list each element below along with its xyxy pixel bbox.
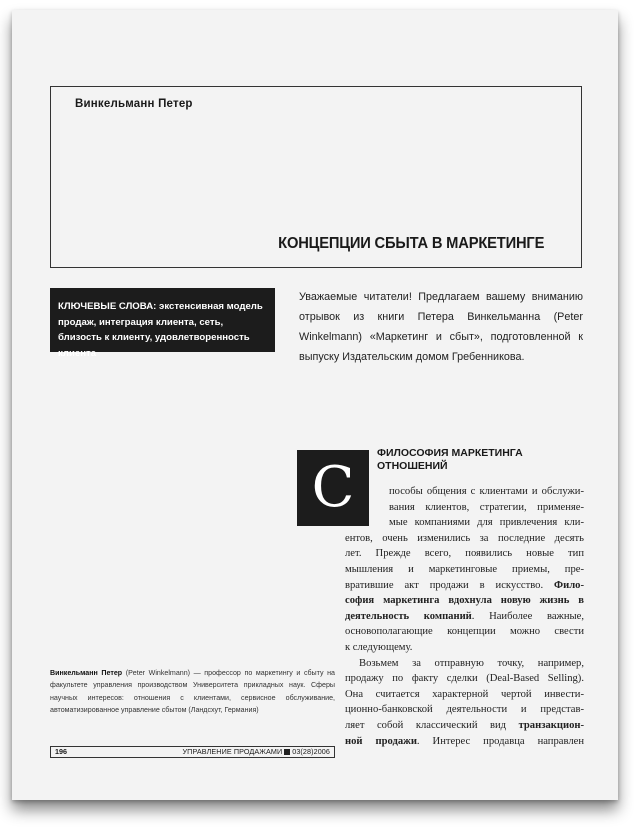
- body-line: [345, 578, 584, 594]
- page-footer: [50, 746, 335, 758]
- article-title: КОНЦЕПЦИИ СБЫТА В МАРКЕТИНГЕ: [277, 235, 544, 252]
- body-bold-fragment: ной продажи: [345, 735, 417, 747]
- body-line: мые компаниями для привлечения кли-: [389, 517, 584, 529]
- body-bold-fragment: Фило-: [554, 579, 584, 591]
- section-title-line-1: ФИЛОСОФИЯ МАРКЕТИНГА: [377, 447, 523, 459]
- body-line: ционно-банковской деятельности и представ-: [345, 704, 584, 716]
- bio-text: (Peter Winkelmann) — профессор по маркетингу и сбыту на факультете управления производством Университета прикладных наук. Сферы научных интересов: отношения с клиентами, сервисное обслуживание, автоматизированное управление сбытом (Ландсхут, Германия): [50, 669, 335, 715]
- body-line: к следующему.: [345, 641, 413, 653]
- article-body: [345, 484, 584, 749]
- section-title: [377, 447, 577, 473]
- body-fragment: вратившие акт продажи в искусство.: [345, 579, 544, 591]
- magazine-page: [12, 10, 618, 800]
- body-line: вания клиентов, стратегии, применяе-: [389, 501, 584, 513]
- article-header-box: [50, 86, 582, 268]
- author-name: Винкельманн Петер: [75, 98, 193, 110]
- bio-name: Винкельманн Петер: [50, 669, 123, 677]
- body-line: мышления и маркетинговые приемы, пре-: [345, 563, 584, 575]
- drop-cap: С: [297, 450, 369, 526]
- body-line: лет. Прежде всего, появились новые тип: [345, 548, 584, 560]
- page-number: 196: [55, 747, 67, 756]
- body-line: Возьмем за отправную точку, например,: [359, 657, 584, 669]
- body-fragment: . Наиболее важные,: [471, 610, 584, 622]
- issue-number: 03(28)2006: [292, 747, 330, 756]
- body-line: [345, 718, 584, 734]
- square-bullet-icon: [284, 749, 290, 755]
- body-fragment: ляет собой классический вид: [345, 719, 507, 731]
- body-line: Она считается характерной чертой инвести-: [345, 688, 584, 700]
- body-line: [345, 734, 584, 750]
- body-bold-fragment: деятельность компаний: [345, 610, 472, 622]
- keywords-box: [50, 288, 275, 359]
- body-bold-fragment: транзакцион-: [518, 719, 584, 731]
- body-line: пособы общения с клиентами и обслужи-: [389, 486, 584, 497]
- body-fragment: . Интерес продавца направлен: [416, 735, 584, 747]
- section-title-line-2: ОТНОШЕНИЙ: [377, 460, 448, 472]
- body-line: продажу по факту сделки (Deal-Based Selling).: [345, 673, 584, 685]
- body-line: [345, 593, 584, 609]
- body-line: [345, 609, 584, 625]
- keywords-text: экстенсивная модель продаж, интеграция клиента, сеть, близость к клиенту, удовлетворенность клиента: [58, 301, 263, 359]
- body-line: основополагающие концепции можно свести: [345, 626, 584, 638]
- body-line: ентов, очень изменились за последние десять: [345, 532, 584, 544]
- intro-paragraph: Уважаемые читатели! Предлагаем вашему вниманию отрывок из книги Петера Винкельманна (Peter Winkelmann) «Маркетинг и сбыт», подготовленной к выпуску Издательским домом Гребенникова.: [299, 291, 583, 363]
- keywords-label: КЛЮЧЕВЫЕ СЛОВА:: [58, 301, 157, 312]
- footer-magazine: [183, 747, 330, 757]
- magazine-name: УПРАВЛЕНИЕ ПРОДАЖАМИ: [182, 747, 283, 756]
- body-bold-fragment: софия маркетинга вдохнула новую жизнь в: [345, 595, 584, 607]
- author-bio: [50, 667, 335, 717]
